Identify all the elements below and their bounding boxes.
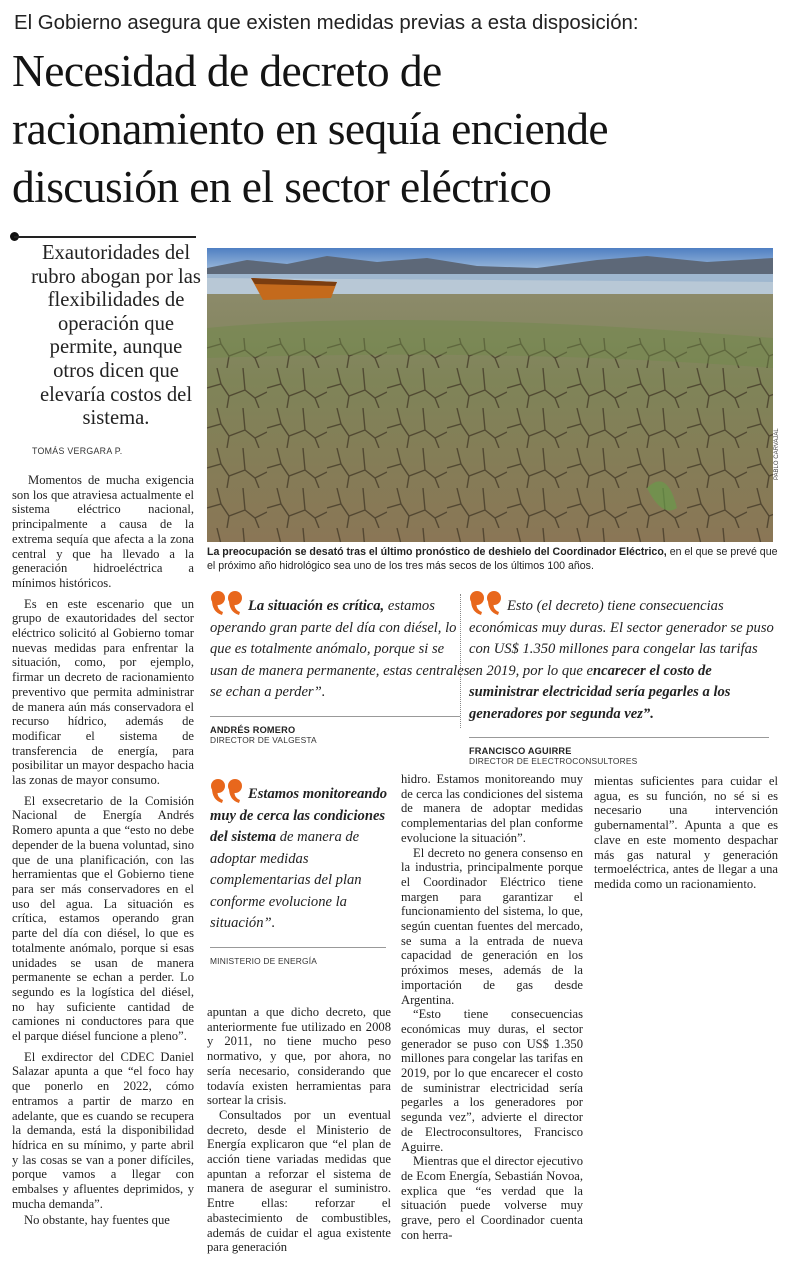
quote-mark-icon — [210, 590, 244, 616]
quote-divider — [460, 594, 461, 728]
quote-mark-icon — [469, 590, 503, 616]
quote-body: de manera de adoptar medidas complementarias del plan conforme evolucione la situación”. — [210, 829, 362, 931]
headline-line-2: racionamiento en sequía enciende — [12, 103, 609, 154]
headline — [12, 42, 787, 216]
paragraph: mientas suficientes para cuidar el agua, es su función, no sé si es necesario una intervención gubernamental”. Apunta a que es clave en este momento despachar más gas natural y generación termoeléctrica, antes de llegar a una medida como un racionamiento. — [594, 774, 778, 891]
quote-author-role: MINISTERIO DE ENERGÍA — [210, 955, 318, 966]
quote-bold: Estamos monitoreando muy de cerca las condiciones del sistema — [210, 786, 388, 845]
quote-author-role: DIRECTOR DE ELECTROCONSULTORES — [469, 756, 638, 766]
quote-author: FRANCISCO AGUIRRE — [469, 746, 572, 756]
photo-caption — [207, 546, 782, 573]
pull-quote-ministerio — [210, 778, 390, 966]
paragraph: El exdirector del CDEC Daniel Salazar apunta a que “el foco hay que ponerlo en 2022, cómo entramos a partir de marzo en adelante, que es cuando se recupera la demanda, está la disponibilidad hídrica en su mínimo, y parte abril y las cosas se van a poner difíciles, porque vamos a llegar con embalses y afluentes deprimidos, y mucha demanda”. — [12, 1049, 194, 1211]
lead-rule — [14, 236, 196, 238]
paragraph: Es en este escenario que un grupo de exautoridades del sector eléctrico solicitó al Gobierno tomar nuevas medidas para enfrentar la situación, como, por ejemplo, firmar un decreto de racionamiento preventivo que permita administrar de manera aún más conservadora el recurso hídrico, además de modificar el sistema de transferencia de energía, para posibilitar un mayor despacho hacia las zonas de mayor consumo. — [12, 596, 194, 788]
kicker: El Gobierno asegura que existen medidas previas a esta disposición: — [14, 12, 639, 34]
paragraph: “Esto tiene consecuencias económicas muy duras, el sector generador se puso con US$ 1.350 millones para congelar las tarifas en 2019, por lo que encarecer el costo de suministrar electricidad sería pegarles a los generadores por segunda vez”, advierte el director de Electroconsultores, Francisco Aguirre. — [401, 1007, 583, 1154]
quote-text — [210, 590, 470, 704]
quote-body: estamos operando gran parte del día con diésel, lo que es totalmente anómalo, porque si se usan de manera permanente, estas centrales se echan a perder”. — [210, 598, 470, 700]
byline: TOMÁS VERGARA P. — [32, 446, 123, 456]
pull-quote-romero — [210, 590, 470, 745]
quote-mark-icon — [210, 778, 244, 804]
quote-author-role: DIRECTOR DE VALGESTA — [210, 734, 317, 745]
caption-bold: La preocupación se desató tras el último pronóstico de deshielo del Coordinador Eléctrico, — [207, 546, 667, 558]
paragraph: apuntan a que dicho decreto, que anteriormente fue utilizado en 2008 y 2011, no tiene mucho peso normativo, y que, por ahora, no sería necesario, considerando que todavía existen herramientas para sortear la crisis. — [207, 1005, 391, 1108]
pull-quote-aguirre — [469, 590, 774, 766]
quote-body: Esto (el decreto) tiene consecuencias económicas muy duras. El sector generador se puso con US$ 1.350 millones para congelar las tarifas en 2019, por lo que e — [469, 598, 774, 679]
paragraph: El decreto no genera consenso en la industria, principalmente porque el Coordinador Eléctrico tiene margen para garantizar el funcionamiento del sistema, lo que, según cuentan fuentes del mercado, se suma a la entrada de nueva capacidad de generación en los próximos meses, además de la importación de gas desde Argentina. — [401, 845, 583, 1007]
body-column-1 — [12, 473, 194, 1228]
quote-text — [469, 590, 774, 725]
body-column-4 — [594, 774, 778, 892]
quote-rule — [210, 716, 460, 717]
body-column-2 — [207, 1005, 391, 1255]
quote-rule — [210, 947, 386, 948]
paragraph: Momentos de mucha exigencia son los que atraviesa actualmente el sistema eléctrico nacional, principalmente a causa de la extrema sequía que afecta a la zona central y que ha llevado a la generación hidroeléctrica a mínimos históricos. — [12, 473, 194, 590]
paragraph: Mientras que el director ejecutivo de Ecom Energía, Sebastián Novoa, explica que “es verdad que la situación puede volverse muy grave, pero el Coordinador cuenta con herra- — [401, 1154, 583, 1242]
quote-author: ANDRÉS ROMERO — [210, 724, 296, 735]
paragraph: El exsecretario de la Comisión Nacional de Energía Andrés Romero apunta a que “esto no debe depender de la buena voluntad, sino que de una planificación, con las herramientas que el Gobierno tiene para ser más conservadores en el uso del agua. La situación es crítica, estamos operando gran parte del día con diésel, lo que es totalmente anómalo, porque si esas unidades se usan de manera permanente se echan a perder. Lo segundo es la logística del diésel, no hay suficiente cantidad de camiones ni conductores para que el parque diésel funcione a pleno”. — [12, 793, 194, 1044]
photo-credit: PABLO CARVAJAL — [774, 428, 780, 480]
quote-text — [210, 778, 390, 935]
caption-text: en el que se prevé que el próximo año hidrológico sea uno de los tres más secos de los últimos 100 años. — [207, 546, 778, 572]
paragraph: No obstante, hay fuentes que — [24, 1213, 170, 1228]
quote-rule — [469, 737, 769, 738]
headline-line-1: Necesidad de decreto de — [12, 45, 442, 96]
paragraph: Consultados por un eventual decreto, desde el Ministerio de Energía explicaron que “el plan de acción tiene variadas medidas que apuntan a reforzar el sistema de manera de asegurar el suministro. Entre ellas: reforzar el abastecimiento de combustibles, además de cuidar el agua existente para generación — [207, 1107, 391, 1255]
lead-summary: Exautoridades del rubro abogan por las flexibilidades de operación que permite, aunque otros dicen que elevaría costos del sistema. — [31, 242, 201, 430]
photo-dry-reservoir — [207, 248, 773, 542]
body-column-3 — [401, 772, 583, 1243]
paragraph: hidro. Estamos monitoreando muy de cerca las condiciones del sistema de manera de adoptar medidas complementarias del plan conforme evolucione la situación”. — [401, 772, 583, 845]
quote-bold: La situación es crítica, — [248, 598, 385, 614]
headline-line-3: discusión en el sector eléctrico — [12, 161, 552, 212]
quote-bold: ncarecer el costo de suministrar electricidad sería pegarles a los generadores por segunda vez”. — [469, 662, 731, 722]
